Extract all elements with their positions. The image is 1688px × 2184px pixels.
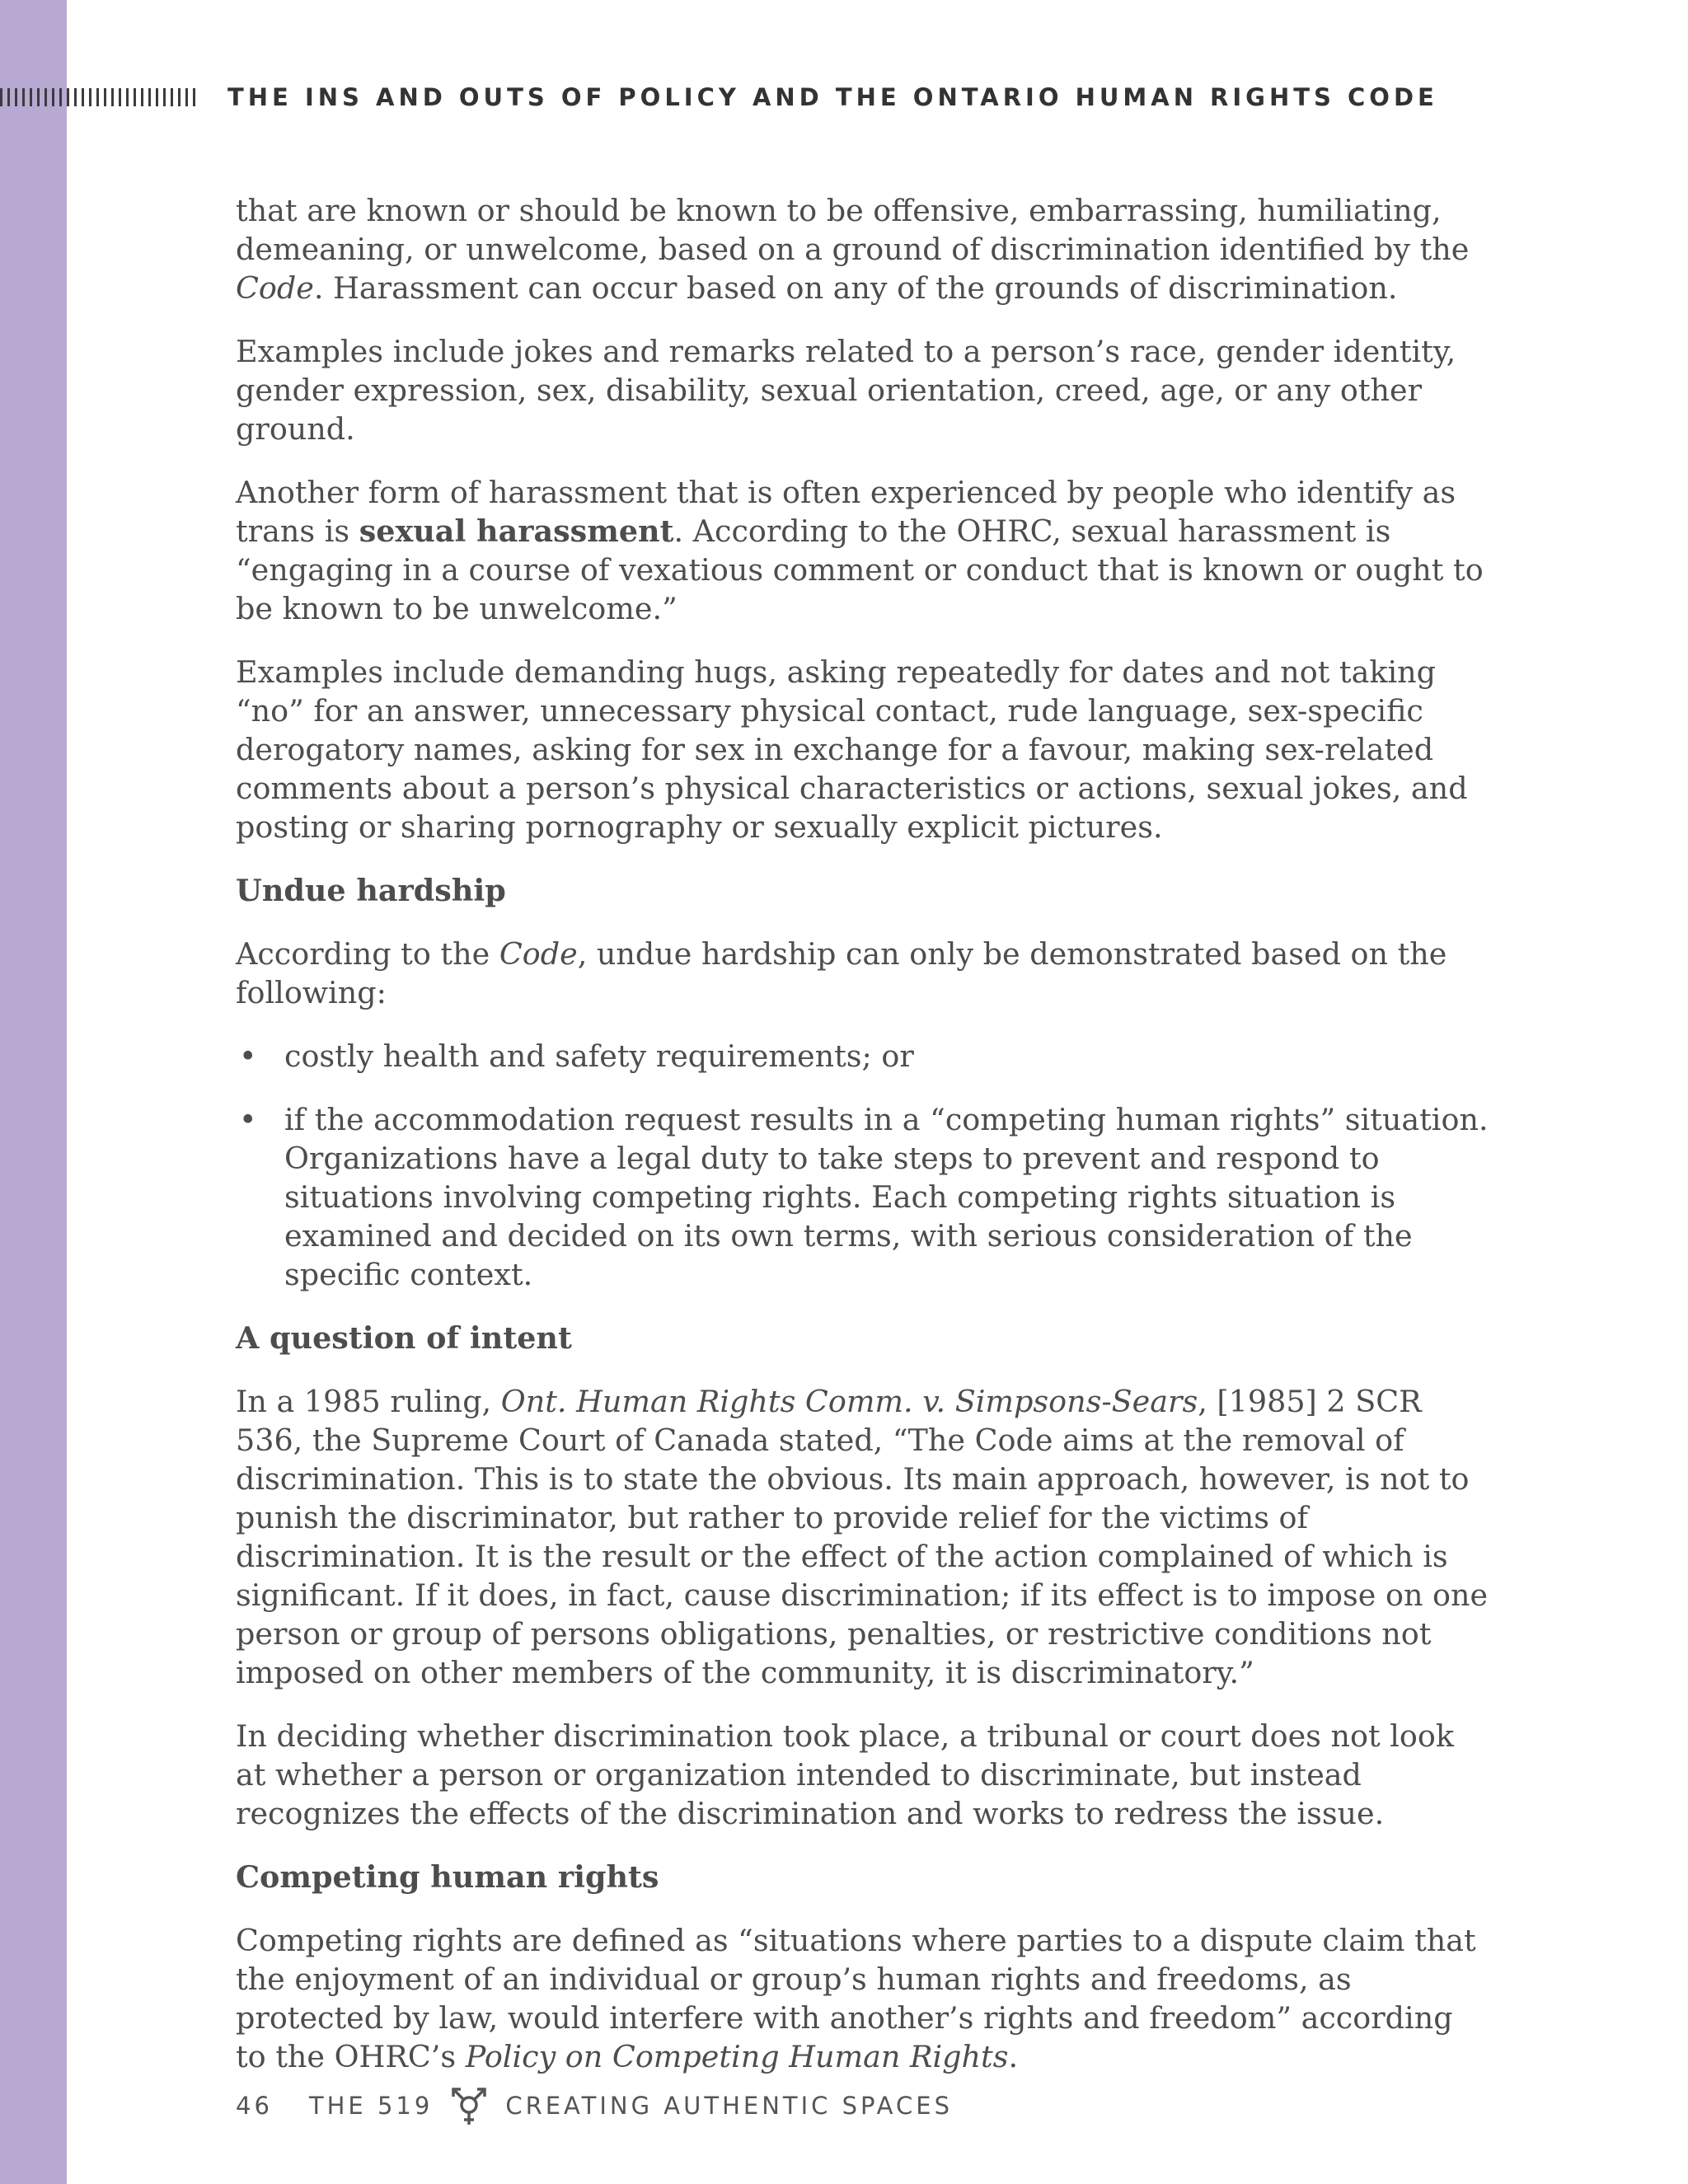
bullet-icon: •: [239, 1102, 257, 1137]
tick-mark: [22, 88, 25, 106]
footer-publication-title: CREATING AUTHENTIC SPACES: [505, 2092, 953, 2120]
tick-mark: [96, 88, 99, 106]
undue-hardship-list: [236, 1037, 1489, 1294]
tick-mark: [52, 88, 54, 106]
tick-mark: [7, 88, 10, 106]
running-header: [0, 81, 1438, 114]
tick-mark: [0, 88, 2, 106]
tick-mark: [126, 88, 129, 106]
page-body: [236, 191, 1489, 2101]
tick-mark: [141, 88, 143, 106]
tick-mark: [67, 88, 69, 106]
paragraph-sexual-harassment: Another form of harassment that is often experienced by people who identify as trans is sexual harassment. According to the OHRC, sexual harassment is “engaging in a course of vexatious comment or conduct that is known or ought to be known to be unwelcome.”: [236, 475, 1484, 626]
list-item: • if the accommodation request results in a “competing human rights” situation. Organizations have a legal duty to take steps to prevent and respond to situations involving competing rights. Each competing rights situation is examined and decided on its own terms, with serious consideration of the specific context.: [239, 1102, 1489, 1292]
tick-mark: [178, 88, 181, 106]
list-item: • costly health and safety requirements; or: [239, 1038, 914, 1074]
tick-mark: [148, 88, 151, 106]
tick-mark: [171, 88, 173, 106]
page-footer: [236, 2085, 953, 2126]
bullet-icon: •: [239, 1038, 257, 1074]
tick-mark: [134, 88, 136, 106]
tick-mark: [30, 88, 32, 106]
tick-mark: [185, 88, 188, 106]
tick-mark: [111, 88, 114, 106]
paragraph-harassment-examples: Examples include jokes and remarks related to a person’s race, gender identity, gender expression, sex, disability, sexual orientation, creed, age, or any other ground.: [236, 334, 1456, 447]
tick-marks-decoration: [0, 86, 200, 109]
footer-org-name: THE 519: [308, 2092, 434, 2120]
paragraph-harassment-definition: that are known or should be known to be offensive, embarrassing, humiliating, demeaning, or unwelcome, based on a ground of discrimination identified by the Code. Harassment can occur based on any of the grounds of discrimination.: [236, 193, 1470, 306]
tick-mark: [89, 88, 91, 106]
sidebar-accent-bar: [0, 0, 67, 2184]
tick-mark: [193, 88, 195, 106]
paragraph-sexual-harassment-examples: Examples include demanding hugs, asking repeatedly for dates and not taking “no” for an answer, unnecessary physical contact, rude language, sex-specific derogatory names, asking for sex in exchange for a favour, making sex-related comments about a person’s physical characteristics or actions, sexual jokes, and posting or sharing pornography or sexually explicit pictures.: [236, 654, 1468, 845]
tick-mark: [163, 88, 166, 106]
heading-question-of-intent: A question of intent: [236, 1320, 572, 1356]
page-number: 46: [236, 2092, 273, 2120]
tick-mark: [37, 88, 40, 106]
paragraph-competing-rights: Competing rights are defined as “situations where parties to a dispute claim that the enjoyment of an individual or group’s human rights and freedoms, as protected by law, would interfere with another’s rights and freedom” according to the OHRC’s Policy on Competing Human Rights.: [236, 1923, 1476, 2074]
tick-mark: [119, 88, 121, 106]
tick-mark: [156, 88, 158, 106]
transgender-symbol-icon: [451, 2085, 487, 2126]
paragraph-deciding-discrimination: In deciding whether discrimination took place, a tribunal or court does not look at whether a person or organization intended to discriminate, but instead recognizes the effects of the discrimination and works to redress the issue.: [236, 1718, 1455, 1831]
running-header-title: THE INS AND OUTS OF POLICY AND THE ONTARIO HUMAN RIGHTS CODE: [227, 83, 1438, 111]
paragraph-simpsons-sears-ruling: In a 1985 ruling, Ont. Human Rights Comm. v. Simpsons-Sears, [1985] 2 SCR 536, the Supreme Court of Canada stated, “The Code aims at the removal of discrimination. This is to state the obvious. Its main approach, however, is not to punish the discriminator, but rather to provide relief for the victims of discrimination. It is the result or the effect of the action complained of which is significant. If it does, in fact, cause discrimination; if its effect is to impose on one person or group of persons obligations, penalties, or restrictive conditions not imposed on other members of the community, it is discriminatory.”: [236, 1384, 1489, 1690]
tick-mark: [74, 88, 77, 106]
tick-mark: [59, 88, 62, 106]
tick-mark: [82, 88, 84, 106]
heading-competing-human-rights: Competing human rights: [236, 1859, 659, 1895]
heading-undue-hardship: Undue hardship: [236, 873, 506, 908]
tick-mark: [45, 88, 47, 106]
paragraph-undue-hardship: According to the Code, undue hardship can only be demonstrated based on the following:: [236, 936, 1447, 1010]
tick-mark: [104, 88, 106, 106]
tick-mark: [15, 88, 17, 106]
